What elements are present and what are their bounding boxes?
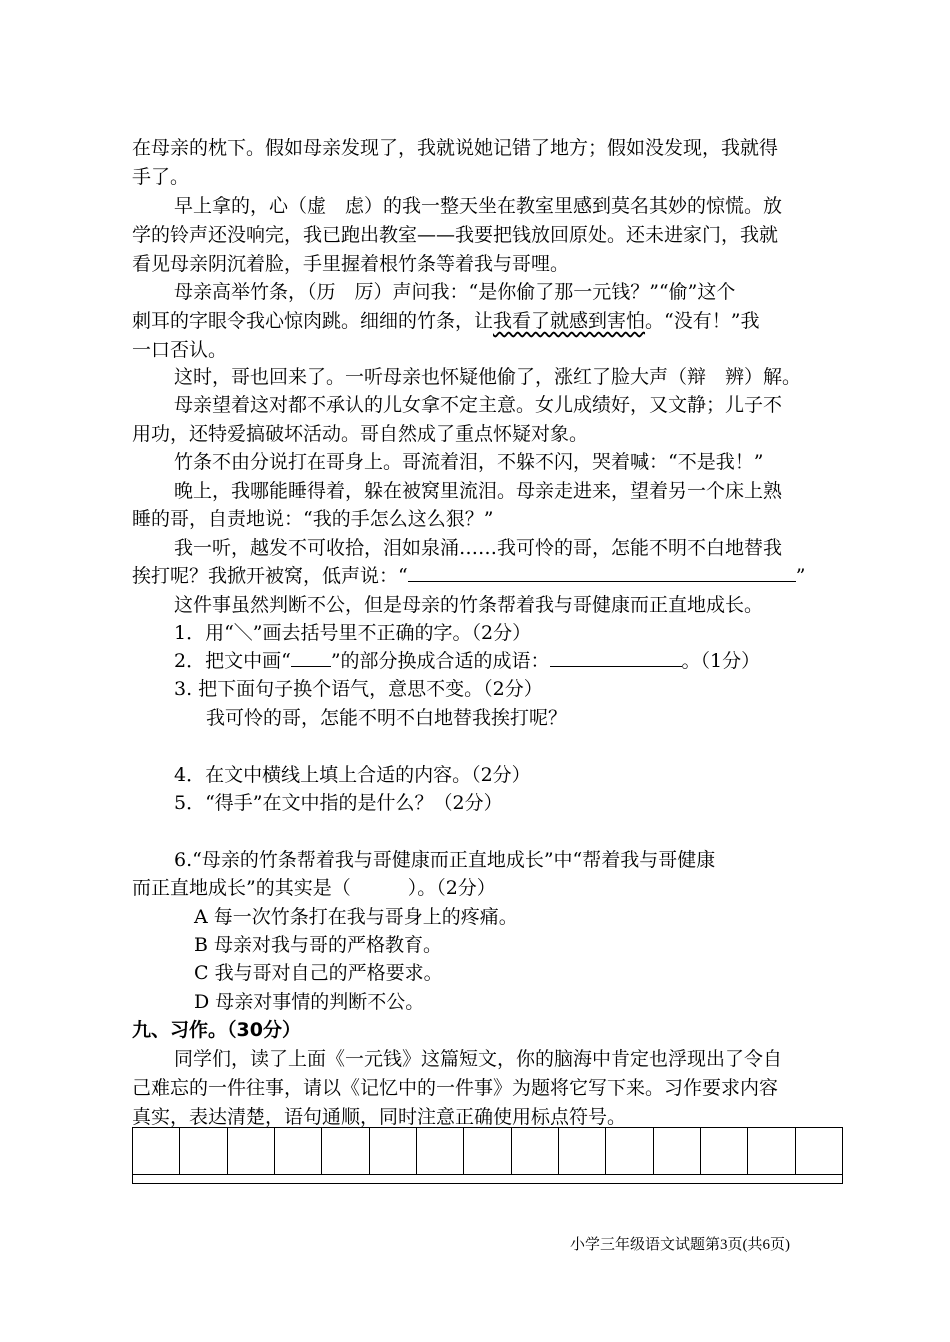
question-1: 1．用“＼”画去括号里不正确的字。（2分） (174, 622, 532, 644)
passage-line: 睡的哥，自责地说：“我的手怎么这么狠？” (132, 508, 494, 530)
passage-line: 母亲望着这对都不承认的儿女拿不定主意。女儿成绩好，又文静；儿子不 (174, 394, 783, 416)
question-2: 2．把文中画“ ”的部分换成合适的成语： 。（1分） (174, 650, 761, 672)
grid-cell[interactable] (559, 1128, 606, 1174)
passage-text: ” (795, 565, 806, 587)
question-4: 4．在文中横线上填上合适的内容。（2分） (174, 764, 531, 786)
passage-line: 这时，哥也回来了。一听母亲也怀疑他偷了，涨红了脸大声（辩 辨）解。 (174, 366, 802, 388)
passage-line: 一口否认。 (132, 339, 228, 361)
question-3: 3. 把下面句子换个语气，意思不变。（2分） (174, 678, 543, 700)
grid-cell[interactable] (464, 1128, 511, 1174)
option-c[interactable]: C 我与哥对自己的严格要求。 (194, 962, 443, 984)
grid-cell[interactable] (796, 1128, 842, 1174)
option-b[interactable]: B 母亲对我与哥的严格教育。 (194, 934, 443, 956)
grid-cell[interactable] (133, 1128, 180, 1174)
prompt-line: 己难忘的一件往事，请以《记忆中的一件事》为题将它写下来。习作要求内容 (132, 1077, 779, 1099)
section-heading: 九、习作。（30分） (132, 1019, 301, 1041)
question-6-cont: 而正直地成长”的其实是（ ）。（2分） (132, 877, 496, 899)
passage-line (132, 308, 759, 334)
grid-cell[interactable] (370, 1128, 417, 1174)
answer-blank[interactable] (550, 650, 682, 667)
passage-line: 手了。 (132, 166, 190, 188)
passage-text: 。“没有！”我 (645, 310, 760, 332)
passage-line: 晚上，我哪能睡得着，躲在被窝里流泪。母亲走进来，望着另一个床上熟 (174, 480, 783, 502)
page-footer: 小学三年级语文试题第3页(共6页) (570, 1237, 790, 1253)
passage-line (132, 563, 805, 589)
grid-row (133, 1128, 842, 1175)
grid-cell[interactable] (322, 1128, 369, 1174)
grid-cell[interactable] (606, 1128, 653, 1174)
passage-line: 母亲高举竹条，（历 厉）声问我：“是你偷了那一元钱？”“偷”这个 (174, 281, 736, 303)
passage-line: 学的铃声还没响完，我已跑出教室——我要把钱放回原处。还未进家门，我就 (132, 224, 779, 246)
passage-line: 在母亲的枕下。假如母亲发现了，我就说她记错了地方；假如没发现，我就得 (132, 137, 779, 159)
option-a[interactable]: A 每一次竹条打在我与哥身上的疼痛。 (194, 906, 518, 928)
grid-cell[interactable] (275, 1128, 322, 1174)
grid-cell[interactable] (748, 1128, 795, 1174)
grid-cell[interactable] (701, 1128, 748, 1174)
option-d[interactable]: D 母亲对事情的判断不公。 (194, 991, 425, 1013)
grid-cell[interactable] (180, 1128, 227, 1174)
prompt-line: 真实，表达清楚，语句通顺，同时注意正确使用标点符号。 (132, 1106, 627, 1128)
passage-line: 我一听，越发不可收拾，泪如泉涌……我可怜的哥，怎能不明不白地替我 (174, 537, 783, 559)
prompt-line: 同学们，读了上面《一元钱》这篇短文，你的脑海中肯定也浮现出了令自 (174, 1048, 783, 1070)
question-6: 6.“母亲的竹条帮着我与哥健康而正直地成长”中“帮着我与哥健康 (174, 849, 716, 871)
grid-cell[interactable] (417, 1128, 464, 1174)
grid-cell[interactable] (228, 1128, 275, 1174)
underline-mark (291, 652, 331, 667)
passage-text: 刺耳的字眼令我心惊肉跳。细细的竹条，让 (132, 310, 494, 332)
grid-cell[interactable] (654, 1128, 701, 1174)
passage-line: 用功，还特爱搞破坏活动。哥自然成了重点怀疑对象。 (132, 423, 589, 445)
grid-cell[interactable] (512, 1128, 559, 1174)
passage-line: 竹条不由分说打在哥身上。哥流着泪，不躲不闪，哭着喊：“不是我！” (174, 451, 764, 473)
passage-text: 挨打呢？我掀开被窝，低声说：“ (132, 565, 408, 587)
question-3-sentence: 我可怜的哥，怎能不明不白地替我挨打呢？ (206, 707, 568, 729)
passage-line: 这件事虽然判断不公，但是母亲的竹条帮着我与哥健康而正直地成长。 (174, 594, 764, 616)
writing-grid[interactable] (132, 1127, 843, 1184)
passage-line: 早上拿的，心（虚 虑）的我一整天坐在教室里感到莫名其妙的惊慌。放 (174, 195, 783, 217)
wavy-underlined-phrase: 我看了就感到害怕 (493, 310, 646, 332)
question-5: 5．“得手”在文中指的是什么？（2分） (174, 792, 503, 814)
fill-in-blank[interactable] (408, 563, 796, 582)
passage-line: 看见母亲阴沉着脸，手里握着根竹条等着我与哥哩。 (132, 253, 570, 275)
